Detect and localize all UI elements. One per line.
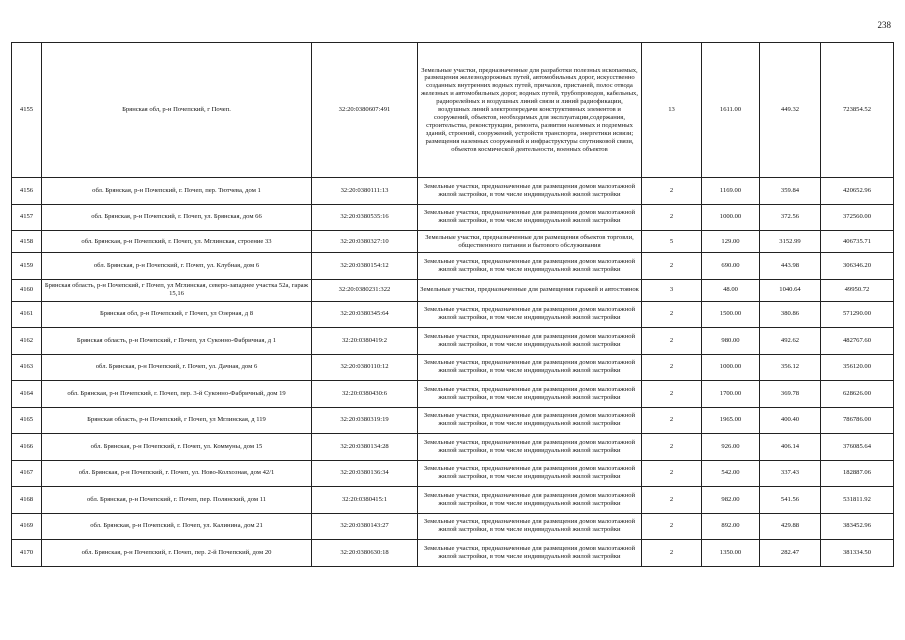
address-cell: обл. Брянская, р-н Почепский, г. Почеп, пер. 3-й Суконно-Фабричный, дом 19: [42, 381, 312, 408]
row-number: 4163: [12, 354, 42, 381]
purpose-group-cell: 2: [642, 253, 702, 280]
table-row: [12, 43, 894, 178]
specific-value-cell: 359.84: [760, 178, 821, 205]
area-cell: 1350.00: [702, 540, 760, 567]
area-cell: 129.00: [702, 231, 760, 253]
address-cell: обл. Брянская, р-н Почепский, г. Почеп, ул. Дачная, дом 6: [42, 354, 312, 381]
address-cell: обл. Брянская, р-н Почепский, г. Почеп, пер. Тютчева, дом 1: [42, 178, 312, 205]
table-row: [12, 301, 894, 328]
table-row: [12, 540, 894, 567]
specific-value-cell: 369.78: [760, 381, 821, 408]
cadastral-value-cell: 628626.00: [821, 381, 894, 408]
purpose-group-cell: 2: [642, 434, 702, 461]
purpose-group-cell: 2: [642, 301, 702, 328]
table-row: [12, 460, 894, 487]
specific-value-cell: 541.56: [760, 487, 821, 514]
row-number: 4169: [12, 513, 42, 540]
address-cell: обл. Брянская, р-н Почепский, г. Почеп, ул. Мглинская, строение 33: [42, 231, 312, 253]
purpose-group-cell: 2: [642, 407, 702, 434]
table-row: [12, 487, 894, 514]
table-row: [12, 381, 894, 408]
row-number: 4166: [12, 434, 42, 461]
cadastral-number-cell: 32:20:0380136:34: [312, 460, 418, 487]
purpose-group-cell: 2: [642, 460, 702, 487]
cadastral-number-cell: 32:20:0380111:13: [312, 178, 418, 205]
purpose-group-cell: 5: [642, 231, 702, 253]
row-number: 4168: [12, 487, 42, 514]
area-cell: 1500.00: [702, 301, 760, 328]
cadastral-value-cell: 376085.64: [821, 434, 894, 461]
land-purpose-cell: Земельные участки, предназначенные для размещения домов малоэтажной жилой застройки, в том числе индивидуальной жилой застройки: [418, 204, 642, 231]
cadastral-value-cell: 723854.52: [821, 43, 894, 178]
table-body: [12, 43, 894, 567]
cadastral-number-cell: 32:20:0380345:64: [312, 301, 418, 328]
specific-value-cell: 372.56: [760, 204, 821, 231]
specific-value-cell: 282.47: [760, 540, 821, 567]
table-row: [12, 407, 894, 434]
row-number: 4161: [12, 301, 42, 328]
land-purpose-cell: Земельные участки, предназначенные для разработки полезных ископаемых, размещения железнодорожных путей, автомобильных дорог, искусственно созданных внутренних водных путей, причалов, пристаней, полос отвода железных и автомобильных дорог, водных путей, трубопроводов, кабельных, радиорелейных и воздушных линий связи и линий радиофикации, воздушных линий электропередачи конструктивных элементов и сооружений, объектов, необходимых для эксплуатации,содержания, строительства, реконструкции, ремонта, развития наземных и подземных зданий, строений, сооружений, устройств транспорта, энергетики исвязи; размещения наземных сооружений и инфраструктуры спутниковой связи, объектов космической деятельности, военных объектов: [418, 43, 642, 178]
table-row: [12, 253, 894, 280]
cadastral-number-cell: 32:20:0380319:19: [312, 407, 418, 434]
land-purpose-cell: Земельные участки, предназначенные для размещения домов малоэтажной жилой застройки, в том числе индивидуальной жилой застройки: [418, 540, 642, 567]
cadastral-number-cell: 32:20:0380134:28: [312, 434, 418, 461]
cadastral-value-cell: 372560.00: [821, 204, 894, 231]
land-purpose-cell: Земельные участки, предназначенные для размещения домов малоэтажной жилой застройки, в том числе индивидуальной жилой застройки: [418, 407, 642, 434]
address-cell: обл. Брянская, р-н Почепский, г. Почеп, ул. Ново-Колхозная, дом 42/1: [42, 460, 312, 487]
specific-value-cell: 380.86: [760, 301, 821, 328]
table-row: [12, 354, 894, 381]
cadastral-number-cell: 32:20:0380154:12: [312, 253, 418, 280]
cadastral-value-cell: 482767.60: [821, 328, 894, 355]
specific-value-cell: 400.40: [760, 407, 821, 434]
row-number: 4164: [12, 381, 42, 408]
purpose-group-cell: 2: [642, 540, 702, 567]
address-cell: обл. Брянская, р-н Почепский, г. Почеп, ул. Коммуны, дом 15: [42, 434, 312, 461]
area-cell: 926.00: [702, 434, 760, 461]
area-cell: 892.00: [702, 513, 760, 540]
area-cell: 1000.00: [702, 204, 760, 231]
specific-value-cell: 449.32: [760, 43, 821, 178]
table-row: [12, 279, 894, 301]
area-cell: 980.00: [702, 328, 760, 355]
address-cell: Брянская обл, р-н Почепский, г Почеп, ул Озерная, д 8: [42, 301, 312, 328]
cadastral-number-cell: 32:20:0380327:10: [312, 231, 418, 253]
cadastral-value-cell: 381334.50: [821, 540, 894, 567]
land-purpose-cell: Земельные участки, предназначенные для размещения домов малоэтажной жилой застройки, в том числе индивидуальной жилой застройки: [418, 460, 642, 487]
purpose-group-cell: 2: [642, 513, 702, 540]
land-purpose-cell: Земельные участки, предназначенные для размещения домов малоэтажной жилой застройки, в том числе индивидуальной жилой застройки: [418, 513, 642, 540]
cadastral-value-table: [11, 42, 894, 567]
area-cell: 1611.00: [702, 43, 760, 178]
cadastral-value-cell: 306346.20: [821, 253, 894, 280]
address-cell: обл. Брянская, р-н Почепский, г. Почеп, ул. Калинина, дом 21: [42, 513, 312, 540]
row-number: 4159: [12, 253, 42, 280]
cadastral-value-cell: 49950.72: [821, 279, 894, 301]
area-cell: 982.00: [702, 487, 760, 514]
address-cell: обл. Брянская, р-н Почепский, г. Почеп, пер. 2-й Почепский, дом 20: [42, 540, 312, 567]
purpose-group-cell: 13: [642, 43, 702, 178]
land-purpose-cell: Земельные участки, предназначенные для размещения домов малоэтажной жилой застройки, в том числе индивидуальной жилой застройки: [418, 301, 642, 328]
row-number: 4160: [12, 279, 42, 301]
area-cell: 1169.00: [702, 178, 760, 205]
land-purpose-cell: Земельные участки, предназначенные для размещения объектов торговли, общественного питания и бытового обслуживания: [418, 231, 642, 253]
area-cell: 1000.00: [702, 354, 760, 381]
row-number: 4167: [12, 460, 42, 487]
cadastral-value-cell: 786786.00: [821, 407, 894, 434]
specific-value-cell: 1040.64: [760, 279, 821, 301]
address-cell: Брянская область, р-н Почепский, г Почеп, ул Суконно-Фабричная, д 1: [42, 328, 312, 355]
land-purpose-cell: Земельные участки, предназначенные для размещения домов малоэтажной жилой застройки, в том числе индивидуальной жилой застройки: [418, 253, 642, 280]
specific-value-cell: 429.88: [760, 513, 821, 540]
table-row: [12, 434, 894, 461]
area-cell: 48.00: [702, 279, 760, 301]
table-row: [12, 204, 894, 231]
table-row: [12, 513, 894, 540]
purpose-group-cell: 2: [642, 487, 702, 514]
area-cell: 1965.00: [702, 407, 760, 434]
purpose-group-cell: 2: [642, 204, 702, 231]
address-cell: Брянская область, р-н Почепский, г Почеп, ул Мглинская, северо-западнее участка 52а, гараж 15,16: [42, 279, 312, 301]
land-purpose-cell: Земельные участки, предназначенные для размещения домов малоэтажной жилой застройки, в том числе индивидуальной жилой застройки: [418, 487, 642, 514]
purpose-group-cell: 2: [642, 178, 702, 205]
land-purpose-cell: Земельные участки, предназначенные для размещения домов малоэтажной жилой застройки, в том числе индивидуальной жилой застройки: [418, 178, 642, 205]
cadastral-number-cell: 32:20:0380415:1: [312, 487, 418, 514]
specific-value-cell: 356.12: [760, 354, 821, 381]
cadastral-number-cell: 32:20:0380143:27: [312, 513, 418, 540]
purpose-group-cell: 3: [642, 279, 702, 301]
cadastral-number-cell: 32:20:0380535:16: [312, 204, 418, 231]
address-cell: Брянская область, р-н Почепский, г Почеп, ул Мглинская, д 119: [42, 407, 312, 434]
land-purpose-cell: Земельные участки, предназначенные для размещения гаражей и автостоянок: [418, 279, 642, 301]
address-cell: обл. Брянская, р-н Почепский, г. Почеп, ул. Клубная, дом 6: [42, 253, 312, 280]
table-row: [12, 328, 894, 355]
cadastral-number-cell: 32:20:0380607:491: [312, 43, 418, 178]
land-purpose-cell: Земельные участки, предназначенные для размещения домов малоэтажной жилой застройки, в том числе индивидуальной жилой застройки: [418, 328, 642, 355]
specific-value-cell: 406.14: [760, 434, 821, 461]
cadastral-value-cell: 571290.00: [821, 301, 894, 328]
specific-value-cell: 492.62: [760, 328, 821, 355]
cadastral-number-cell: 32:20:0380110:12: [312, 354, 418, 381]
row-number: 4155: [12, 43, 42, 178]
area-cell: 1700.00: [702, 381, 760, 408]
row-number: 4170: [12, 540, 42, 567]
land-purpose-cell: Земельные участки, предназначенные для размещения домов малоэтажной жилой застройки, в том числе индивидуальной жилой застройки: [418, 434, 642, 461]
table-row: [12, 231, 894, 253]
cadastral-value-cell: 420652.96: [821, 178, 894, 205]
cadastral-number-cell: 32:20:0380231:322: [312, 279, 418, 301]
cadastral-value-cell: 531811.92: [821, 487, 894, 514]
row-number: 4157: [12, 204, 42, 231]
cadastral-number-cell: 32:20:0380430:6: [312, 381, 418, 408]
page-number: 238: [877, 20, 891, 30]
row-number: 4165: [12, 407, 42, 434]
cadastral-value-cell: 182887.06: [821, 460, 894, 487]
cadastral-number-cell: 32:20:0380419:2: [312, 328, 418, 355]
address-cell: Брянская обл, р-н Почепский, г Почеп.: [42, 43, 312, 178]
cadastral-number-cell: 32:20:0380630:18: [312, 540, 418, 567]
cadastral-value-cell: 356120.00: [821, 354, 894, 381]
purpose-group-cell: 2: [642, 354, 702, 381]
area-cell: 690.00: [702, 253, 760, 280]
area-cell: 542.00: [702, 460, 760, 487]
cadastral-value-cell: 406735.71: [821, 231, 894, 253]
specific-value-cell: 443.98: [760, 253, 821, 280]
specific-value-cell: 337.43: [760, 460, 821, 487]
cadastral-value-cell: 383452.96: [821, 513, 894, 540]
land-purpose-cell: Земельные участки, предназначенные для размещения домов малоэтажной жилой застройки, в том числе индивидуальной жилой застройки: [418, 354, 642, 381]
row-number: 4162: [12, 328, 42, 355]
row-number: 4158: [12, 231, 42, 253]
purpose-group-cell: 2: [642, 328, 702, 355]
land-purpose-cell: Земельные участки, предназначенные для размещения домов малоэтажной жилой застройки, в том числе индивидуальной жилой застройки: [418, 381, 642, 408]
table-row: [12, 178, 894, 205]
specific-value-cell: 3152.99: [760, 231, 821, 253]
address-cell: обл. Брянская, р-н Почепский, г. Почеп, пер. Полянский, дом 11: [42, 487, 312, 514]
purpose-group-cell: 2: [642, 381, 702, 408]
row-number: 4156: [12, 178, 42, 205]
address-cell: обл. Брянская, р-н Почепский, г. Почеп, ул. Брянская, дом 66: [42, 204, 312, 231]
